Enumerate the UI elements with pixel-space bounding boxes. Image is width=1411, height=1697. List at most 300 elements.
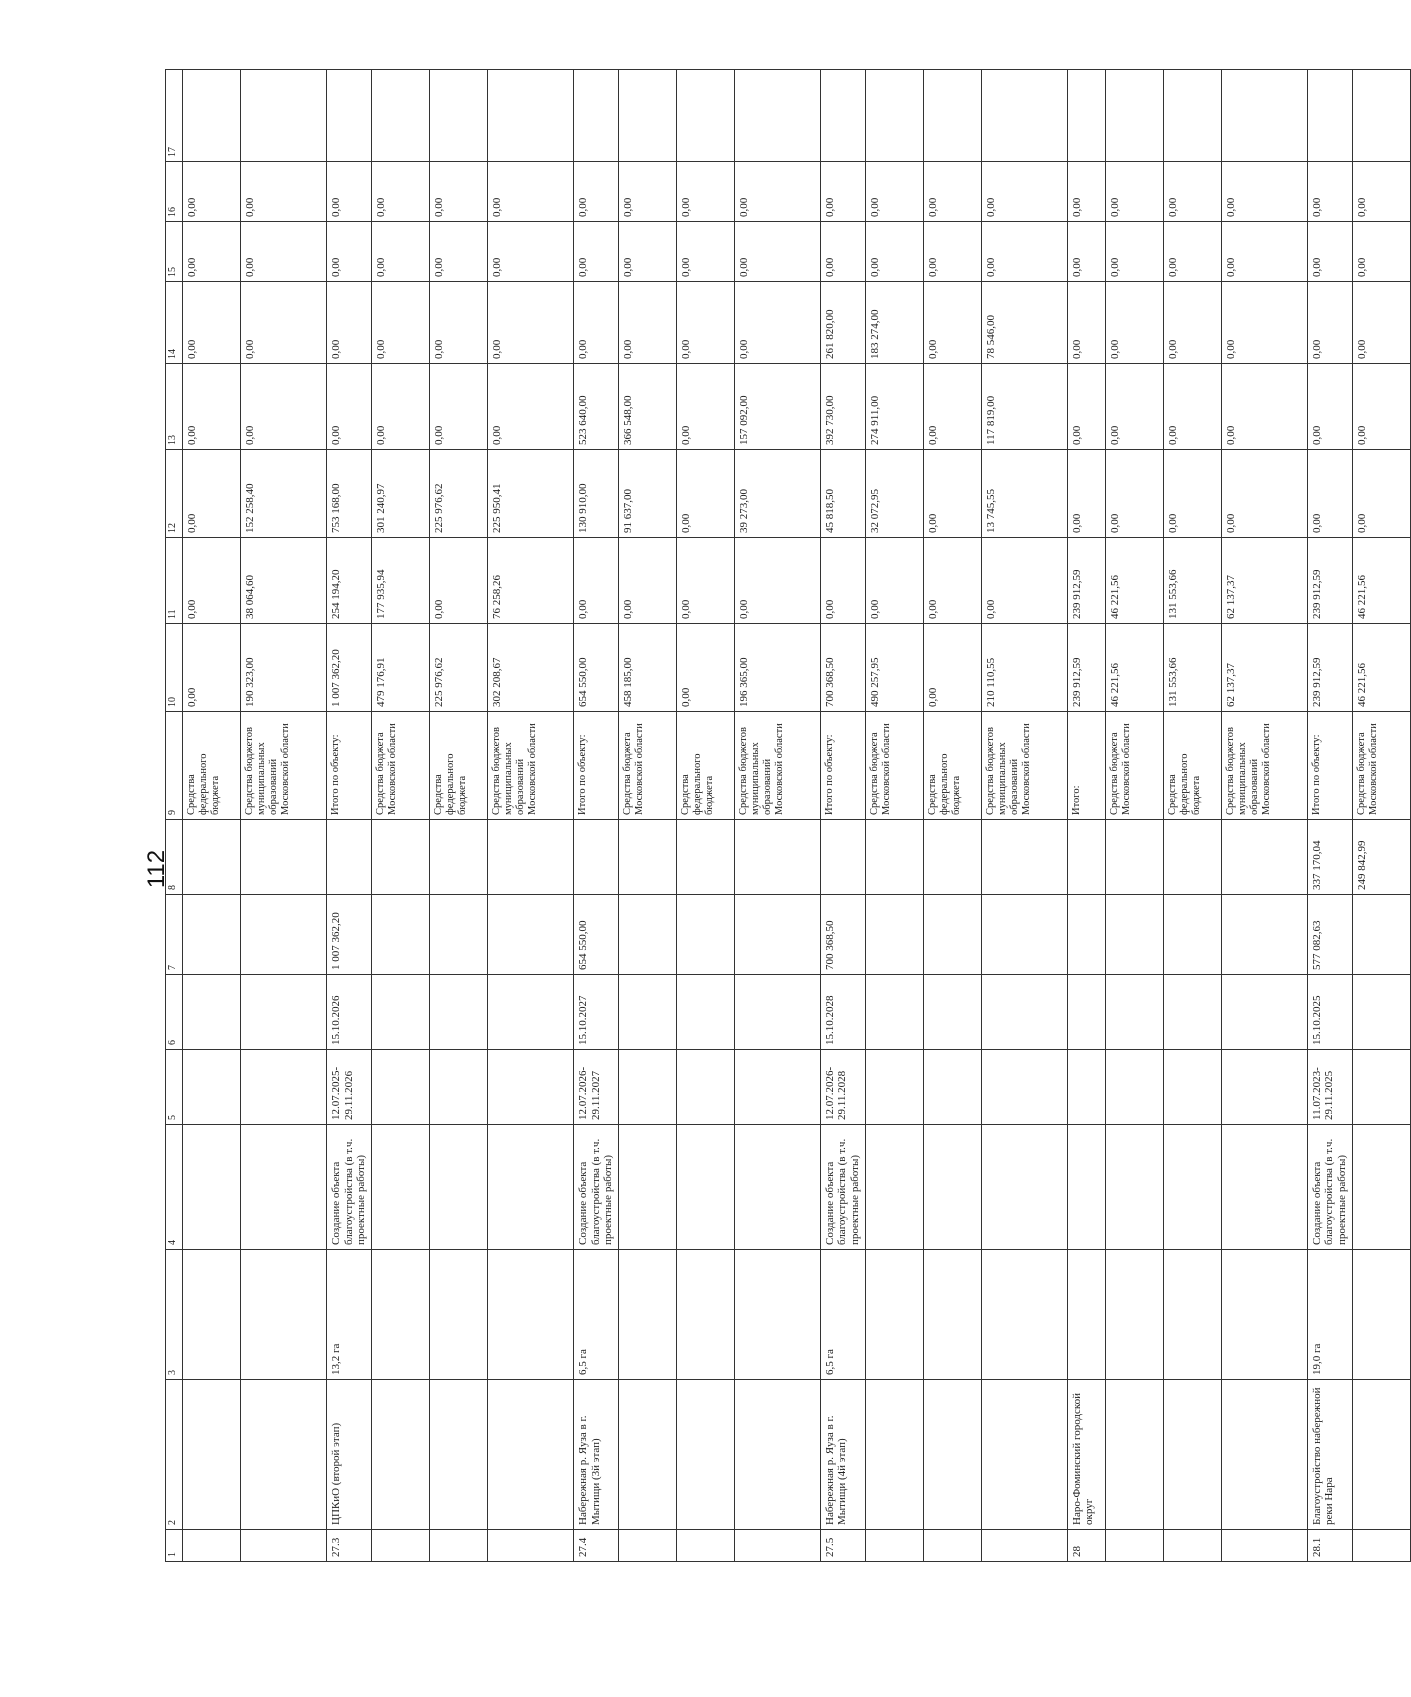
funding-source-cell: Средства бюджетов муниципальных образований Московской области [1221, 712, 1307, 820]
column-number-header: 15 [166, 222, 183, 282]
remaining-cost-cell [573, 820, 618, 895]
remaining-cost-cell [487, 820, 573, 895]
amount-cell: 239 912,59 [1067, 624, 1105, 712]
amount-cell: 0,00 [981, 538, 1067, 624]
area-cell [1352, 1250, 1410, 1380]
amount-cell: 157 092,00 [734, 364, 820, 450]
amount-cell: 0,00 [1307, 282, 1352, 364]
amount-cell: 0,00 [487, 222, 573, 282]
item-number-cell [618, 1530, 676, 1562]
area-cell [487, 1250, 573, 1380]
work-type-cell [865, 1125, 923, 1250]
remaining-cost-cell [241, 820, 327, 895]
amount-cell: 0,00 [429, 364, 487, 450]
amount-cell: 0,00 [183, 364, 241, 450]
work-type-cell [1105, 1125, 1163, 1250]
amount-cell: 46 221,56 [1352, 624, 1410, 712]
table-row [676, 70, 734, 1562]
area-cell [1105, 1250, 1163, 1380]
amount-cell: 0,00 [734, 222, 820, 282]
deadline-cell [1105, 975, 1163, 1050]
amount-cell: 0,00 [183, 222, 241, 282]
responsible-cell [429, 70, 487, 162]
column-number-header: 10 [166, 624, 183, 712]
amount-cell: 0,00 [327, 162, 372, 222]
work-type-cell [618, 1125, 676, 1250]
amount-cell: 0,00 [1067, 364, 1105, 450]
table-row [1163, 70, 1221, 1562]
column-number-header: 3 [166, 1250, 183, 1380]
item-number-cell [241, 1530, 327, 1562]
work-period-cell [429, 1050, 487, 1125]
item-number-cell [183, 1530, 241, 1562]
total-cost-cell [429, 895, 487, 975]
amount-cell: 0,00 [676, 624, 734, 712]
object-name-cell: Набережная р. Яуза в г. Мытищи (3й этап) [573, 1380, 618, 1530]
object-name-cell [1221, 1380, 1307, 1530]
remaining-cost-cell [1067, 820, 1105, 895]
object-name-cell: Наро-Фоминский городской округ [1067, 1380, 1105, 1530]
amount-cell: 0,00 [820, 538, 865, 624]
object-name-cell [1105, 1380, 1163, 1530]
amount-cell: 32 072,95 [865, 450, 923, 538]
area-cell [923, 1250, 981, 1380]
item-number-cell [1221, 1530, 1307, 1562]
remaining-cost-cell: 337 170,04 [1307, 820, 1352, 895]
amount-cell: 0,00 [865, 162, 923, 222]
amount-cell: 0,00 [1163, 222, 1221, 282]
amount-cell: 0,00 [429, 282, 487, 364]
table-row [1352, 70, 1410, 1562]
funding-source-cell: Средства бюджета Московской области [1105, 712, 1163, 820]
area-cell [1163, 1250, 1221, 1380]
responsible-cell [1067, 70, 1105, 162]
amount-cell: 46 221,56 [1105, 624, 1163, 712]
work-type-cell [981, 1125, 1067, 1250]
deadline-cell [429, 975, 487, 1050]
responsible-cell [734, 70, 820, 162]
amount-cell: 225 976,62 [429, 624, 487, 712]
area-cell: 6,5 га [820, 1250, 865, 1380]
area-cell [371, 1250, 429, 1380]
amount-cell: 38 064,60 [241, 538, 327, 624]
work-type-cell [1352, 1125, 1410, 1250]
funding-source-cell: Средства бюджета Московской области [371, 712, 429, 820]
object-name-cell [676, 1380, 734, 1530]
total-cost-cell [734, 895, 820, 975]
amount-cell: 458 185,00 [618, 624, 676, 712]
funding-source-cell: Средства бюджета Московской области [618, 712, 676, 820]
amount-cell: 0,00 [371, 222, 429, 282]
table-row [241, 70, 327, 1562]
amount-cell: 0,00 [327, 222, 372, 282]
work-type-cell [241, 1125, 327, 1250]
amount-cell: 0,00 [1307, 450, 1352, 538]
area-cell [1067, 1250, 1105, 1380]
work-type-cell: Создание объекта благоустройства (в т.ч. проектные работы) [820, 1125, 865, 1250]
funding-source-cell: Средства бюджетов муниципальных образований Московской области [487, 712, 573, 820]
amount-cell: 0,00 [429, 162, 487, 222]
total-cost-cell [1105, 895, 1163, 975]
amount-cell: 0,00 [1307, 222, 1352, 282]
work-period-cell [1163, 1050, 1221, 1125]
column-number-header: 2 [166, 1380, 183, 1530]
remaining-cost-cell [1221, 820, 1307, 895]
remaining-cost-cell [183, 820, 241, 895]
remaining-cost-cell [1105, 820, 1163, 895]
amount-cell: 0,00 [1352, 222, 1410, 282]
object-name-cell: Благоустройство набережной реки Нара [1307, 1380, 1352, 1530]
amount-cell: 0,00 [923, 222, 981, 282]
responsible-cell [241, 70, 327, 162]
table-row [371, 70, 429, 1562]
amount-cell: 0,00 [487, 282, 573, 364]
responsible-cell [676, 70, 734, 162]
amount-cell: 490 257,95 [865, 624, 923, 712]
amount-cell: 76 258,26 [487, 538, 573, 624]
funding-source-cell: Итого по объекту: [820, 712, 865, 820]
work-period-cell [371, 1050, 429, 1125]
amount-cell: 183 274,00 [865, 282, 923, 364]
total-cost-cell: 577 082,63 [1307, 895, 1352, 975]
deadline-cell [734, 975, 820, 1050]
deadline-cell [1163, 975, 1221, 1050]
amount-cell: 0,00 [734, 282, 820, 364]
amount-cell: 45 818,50 [820, 450, 865, 538]
work-type-cell [183, 1125, 241, 1250]
amount-cell: 239 912,59 [1067, 538, 1105, 624]
remaining-cost-cell [676, 820, 734, 895]
item-number-cell: 27.3 [327, 1530, 372, 1562]
table-row [618, 70, 676, 1562]
amount-cell: 0,00 [1307, 364, 1352, 450]
work-period-cell [1105, 1050, 1163, 1125]
object-name-cell [241, 1380, 327, 1530]
amount-cell: 62 137,37 [1221, 624, 1307, 712]
deadline-cell [487, 975, 573, 1050]
table-row [734, 70, 820, 1562]
amount-cell: 0,00 [327, 364, 372, 450]
total-cost-cell: 700 368,50 [820, 895, 865, 975]
responsible-cell [487, 70, 573, 162]
work-type-cell [734, 1125, 820, 1250]
work-type-cell [1067, 1125, 1105, 1250]
amount-cell: 0,00 [183, 450, 241, 538]
work-period-cell [923, 1050, 981, 1125]
amount-cell: 39 273,00 [734, 450, 820, 538]
table-row [820, 70, 865, 1562]
area-cell [183, 1250, 241, 1380]
total-cost-cell: 1 007 362,20 [327, 895, 372, 975]
amount-cell: 0,00 [183, 162, 241, 222]
amount-cell: 0,00 [573, 162, 618, 222]
item-number-cell [1163, 1530, 1221, 1562]
work-type-cell [371, 1125, 429, 1250]
deadline-cell: 15.10.2028 [820, 975, 865, 1050]
funding-source-cell: Средства федерального бюджета [183, 712, 241, 820]
amount-cell: 0,00 [1352, 364, 1410, 450]
funding-source-cell: Итого по объекту: [327, 712, 372, 820]
total-cost-cell [1163, 895, 1221, 975]
amount-cell: 0,00 [734, 162, 820, 222]
amount-cell: 0,00 [676, 162, 734, 222]
work-period-cell [183, 1050, 241, 1125]
amount-cell: 130 910,00 [573, 450, 618, 538]
object-name-cell [429, 1380, 487, 1530]
amount-cell: 0,00 [923, 538, 981, 624]
table-row [923, 70, 981, 1562]
area-cell [734, 1250, 820, 1380]
amount-cell: 210 110,55 [981, 624, 1067, 712]
deadline-cell [371, 975, 429, 1050]
responsible-cell [371, 70, 429, 162]
amount-cell: 700 368,50 [820, 624, 865, 712]
total-cost-cell [487, 895, 573, 975]
amount-cell: 0,00 [241, 364, 327, 450]
total-cost-cell [241, 895, 327, 975]
work-period-cell [676, 1050, 734, 1125]
amount-cell: 0,00 [1105, 282, 1163, 364]
work-type-cell [429, 1125, 487, 1250]
total-cost-cell [981, 895, 1067, 975]
amount-cell: 0,00 [923, 450, 981, 538]
item-number-cell [865, 1530, 923, 1562]
amount-cell: 0,00 [371, 162, 429, 222]
object-name-cell [923, 1380, 981, 1530]
amount-cell: 225 950,41 [487, 450, 573, 538]
total-cost-cell: 654 550,00 [573, 895, 618, 975]
remaining-cost-cell [618, 820, 676, 895]
object-name-cell: Набережная р. Яуза в г. Мытищи (4й этап) [820, 1380, 865, 1530]
deadline-cell [1352, 975, 1410, 1050]
remaining-cost-cell [429, 820, 487, 895]
amount-cell: 479 176,91 [371, 624, 429, 712]
amount-cell: 0,00 [241, 162, 327, 222]
amount-cell: 302 208,67 [487, 624, 573, 712]
amount-cell: 0,00 [1163, 162, 1221, 222]
amount-cell: 0,00 [1067, 162, 1105, 222]
table-row [1221, 70, 1307, 1562]
amount-cell: 261 820,00 [820, 282, 865, 364]
amount-cell: 0,00 [981, 162, 1067, 222]
deadline-cell [241, 975, 327, 1050]
work-period-cell [487, 1050, 573, 1125]
amount-cell: 190 323,00 [241, 624, 327, 712]
work-type-cell [487, 1125, 573, 1250]
deadline-cell [618, 975, 676, 1050]
object-name-cell [865, 1380, 923, 1530]
remaining-cost-cell [371, 820, 429, 895]
amount-cell: 0,00 [923, 624, 981, 712]
amount-cell: 0,00 [1352, 450, 1410, 538]
area-cell: 13,2 га [327, 1250, 372, 1380]
funding-source-cell: Итого: [1067, 712, 1105, 820]
table-row [981, 70, 1067, 1562]
total-cost-cell [183, 895, 241, 975]
total-cost-cell [923, 895, 981, 975]
column-number-header: 9 [166, 712, 183, 820]
responsible-cell [1352, 70, 1410, 162]
amount-cell: 0,00 [618, 162, 676, 222]
table-body [183, 70, 1411, 1562]
amount-cell: 0,00 [981, 222, 1067, 282]
amount-cell: 0,00 [371, 364, 429, 450]
deadline-cell: 15.10.2026 [327, 975, 372, 1050]
table-row [487, 70, 573, 1562]
remaining-cost-cell [1163, 820, 1221, 895]
amount-cell: 1 007 362,20 [327, 624, 372, 712]
work-period-cell [981, 1050, 1067, 1125]
funding-source-cell: Средства бюджета Московской области [865, 712, 923, 820]
work-period-cell [1352, 1050, 1410, 1125]
work-type-cell: Создание объекта благоустройства (в т.ч. проектные работы) [573, 1125, 618, 1250]
amount-cell: 0,00 [183, 624, 241, 712]
object-name-cell [1163, 1380, 1221, 1530]
header-row [166, 70, 183, 1562]
object-name-cell [734, 1380, 820, 1530]
area-cell [981, 1250, 1067, 1380]
item-number-cell [429, 1530, 487, 1562]
item-number-cell: 28 [1067, 1530, 1105, 1562]
responsible-cell [865, 70, 923, 162]
amount-cell: 753 168,00 [327, 450, 372, 538]
amount-cell: 46 221,56 [1352, 538, 1410, 624]
area-cell: 6,5 га [573, 1250, 618, 1380]
deadline-cell: 15.10.2025 [1307, 975, 1352, 1050]
amount-cell: 0,00 [1221, 450, 1307, 538]
amount-cell: 0,00 [1352, 282, 1410, 364]
rotated-table-sheet [165, 130, 1379, 1562]
amount-cell: 0,00 [676, 450, 734, 538]
column-number-header: 11 [166, 538, 183, 624]
amount-cell: 0,00 [618, 282, 676, 364]
funding-source-cell: Средства федерального бюджета [1163, 712, 1221, 820]
amount-cell: 131 553,66 [1163, 538, 1221, 624]
column-number-header: 14 [166, 282, 183, 364]
item-number-cell: 27.5 [820, 1530, 865, 1562]
amount-cell: 0,00 [676, 222, 734, 282]
amount-cell: 225 976,62 [429, 450, 487, 538]
amount-cell: 0,00 [487, 364, 573, 450]
amount-cell: 13 745,55 [981, 450, 1067, 538]
amount-cell: 0,00 [1221, 222, 1307, 282]
remaining-cost-cell [820, 820, 865, 895]
amount-cell: 0,00 [1163, 450, 1221, 538]
amount-cell: 0,00 [573, 538, 618, 624]
area-cell [618, 1250, 676, 1380]
work-period-cell [734, 1050, 820, 1125]
area-cell [241, 1250, 327, 1380]
amount-cell: 0,00 [923, 364, 981, 450]
work-type-cell [676, 1125, 734, 1250]
remaining-cost-cell [981, 820, 1067, 895]
work-type-cell [923, 1125, 981, 1250]
object-name-cell [487, 1380, 573, 1530]
work-period-cell [241, 1050, 327, 1125]
amount-cell: 0,00 [1105, 222, 1163, 282]
item-number-cell [1352, 1530, 1410, 1562]
column-number-header: 17 [166, 70, 183, 162]
amount-cell: 0,00 [1105, 364, 1163, 450]
amount-cell: 0,00 [820, 222, 865, 282]
amount-cell: 0,00 [327, 282, 372, 364]
total-cost-cell [1221, 895, 1307, 975]
remaining-cost-cell [734, 820, 820, 895]
amount-cell: 0,00 [865, 538, 923, 624]
table-row [1105, 70, 1163, 1562]
responsible-cell [183, 70, 241, 162]
column-number-header: 16 [166, 162, 183, 222]
amount-cell: 177 935,94 [371, 538, 429, 624]
amount-cell: 117 819,00 [981, 364, 1067, 450]
amount-cell: 0,00 [241, 222, 327, 282]
remaining-cost-cell [327, 820, 372, 895]
amount-cell: 0,00 [371, 282, 429, 364]
amount-cell: 0,00 [1221, 364, 1307, 450]
responsible-cell [618, 70, 676, 162]
object-name-cell [1352, 1380, 1410, 1530]
column-number-header: 1 [166, 1530, 183, 1562]
amount-cell: 0,00 [676, 538, 734, 624]
work-period-cell [865, 1050, 923, 1125]
column-number-header: 5 [166, 1050, 183, 1125]
deadline-cell [1221, 975, 1307, 1050]
funding-source-cell: Итого по объекту: [573, 712, 618, 820]
item-number-cell [1105, 1530, 1163, 1562]
item-number-cell [371, 1530, 429, 1562]
column-number-header: 4 [166, 1125, 183, 1250]
amount-cell: 0,00 [1352, 162, 1410, 222]
responsible-cell [327, 70, 372, 162]
amount-cell: 0,00 [923, 162, 981, 222]
amount-cell: 78 546,00 [981, 282, 1067, 364]
amount-cell: 0,00 [429, 538, 487, 624]
item-number-cell: 28.1 [1307, 1530, 1352, 1562]
amount-cell: 196 365,00 [734, 624, 820, 712]
amount-cell: 0,00 [241, 282, 327, 364]
item-number-cell: 27.4 [573, 1530, 618, 1562]
amount-cell: 0,00 [820, 162, 865, 222]
amount-cell: 0,00 [1307, 162, 1352, 222]
deadline-cell [1067, 975, 1105, 1050]
funding-source-cell: Средства бюджетов муниципальных образований Московской области [734, 712, 820, 820]
object-name-cell [183, 1380, 241, 1530]
column-number-header: 6 [166, 975, 183, 1050]
work-period-cell [1221, 1050, 1307, 1125]
table-row [1307, 70, 1352, 1562]
total-cost-cell [865, 895, 923, 975]
deadline-cell [865, 975, 923, 1050]
work-type-cell [1163, 1125, 1221, 1250]
amount-cell: 0,00 [573, 282, 618, 364]
amount-cell: 0,00 [1163, 282, 1221, 364]
work-period-cell: 12.07.2025-29.11.2026 [327, 1050, 372, 1125]
object-name-cell [371, 1380, 429, 1530]
funding-source-cell: Итого по объекту: [1307, 712, 1352, 820]
amount-cell: 274 911,00 [865, 364, 923, 450]
remaining-cost-cell [923, 820, 981, 895]
total-cost-cell [676, 895, 734, 975]
responsible-cell [820, 70, 865, 162]
area-cell: 19,0 га [1307, 1250, 1352, 1380]
amount-cell: 0,00 [183, 282, 241, 364]
funding-source-cell: Средства федерального бюджета [429, 712, 487, 820]
remaining-cost-cell [865, 820, 923, 895]
work-period-cell [618, 1050, 676, 1125]
funding-source-cell: Средства бюджета Московской области [1352, 712, 1410, 820]
amount-cell: 239 912,59 [1307, 538, 1352, 624]
amount-cell: 239 912,59 [1307, 624, 1352, 712]
